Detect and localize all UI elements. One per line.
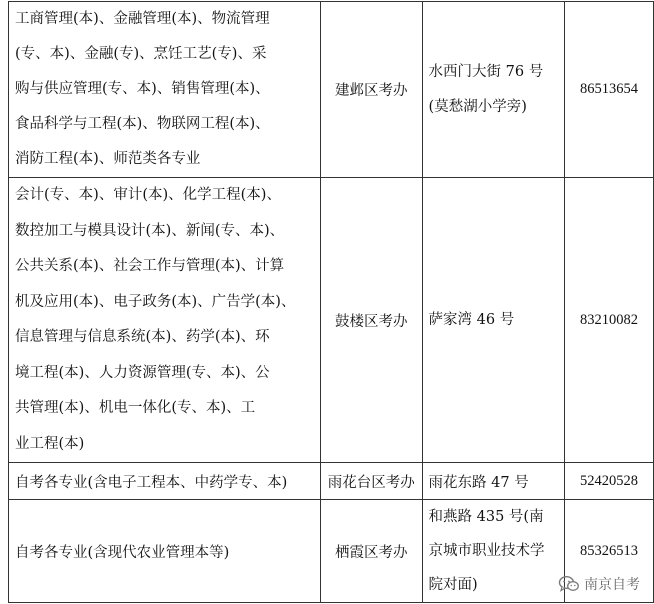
- table-row: [9, 2, 654, 178]
- majors-line: 食品科学与工程(本)、物联网工程(本)、: [15, 116, 270, 132]
- office-cell: 雨花台区考办: [320, 463, 422, 500]
- phone-cell: 83210082: [565, 178, 654, 463]
- majors-line: 自考各专业(含现代农业管理本等): [15, 544, 230, 561]
- address-line: (莫愁湖小学旁): [428, 98, 527, 115]
- table-row: [9, 463, 654, 500]
- majors-cell: [9, 178, 321, 463]
- phone-cell: 86513654: [565, 2, 654, 178]
- phone-cell: 52420528: [565, 463, 654, 500]
- address-line: 萨家湾 46 号: [428, 311, 515, 328]
- majors-line: 工商管理(本)、金融管理(本)、物流管理: [15, 11, 270, 27]
- majors-line: 自考各专业(含电子工程本、中药学专、本): [15, 474, 288, 491]
- majors-line: 购与供应管理(专、本)、销售管理(本)、: [15, 81, 270, 97]
- address-line: 和燕路 435 号(南: [428, 509, 544, 525]
- majors-cell: [9, 463, 321, 500]
- address-line: 雨花东路 47 号: [428, 474, 529, 491]
- office-cell: 栖霞区考办: [320, 500, 422, 603]
- office-cell: 建邺区考办: [320, 2, 422, 178]
- phone-cell: 85326513: [565, 500, 654, 603]
- majors-line: 业工程(本): [15, 435, 85, 452]
- address-line: 水西门大街 76 号: [428, 63, 544, 80]
- address-cell: [422, 500, 564, 603]
- majors-line: (专、本)、金融(专)、烹饪工艺(专)、采: [15, 46, 267, 62]
- address-cell: [422, 463, 564, 500]
- majors-line: 公共关系(本)、社会工作与管理(本)、计算: [15, 258, 285, 274]
- address-line: 京城市职业技术学: [428, 543, 545, 559]
- majors-cell: [9, 2, 321, 178]
- table-row: [9, 178, 654, 463]
- majors-line: 机及应用(本)、电子政务(本)、广告学(本)、: [15, 293, 296, 310]
- majors-line: 信息管理与信息系统(本)、药学(本)、环: [15, 329, 270, 345]
- address-cell: [422, 178, 564, 463]
- address-line: 院对面): [428, 577, 478, 593]
- majors-line: 境工程(本)、人力资源管理(专、本)、公: [15, 364, 270, 381]
- address-cell: [422, 2, 564, 178]
- watermark-text: 南京自考: [584, 577, 640, 593]
- watermark: [558, 574, 640, 594]
- table-row: [9, 500, 654, 603]
- wechat-icon: [558, 575, 580, 593]
- majors-line: 数控加工与模具设计(本)、新闻(专、本)、: [15, 222, 285, 239]
- exam-office-table: [8, 1, 654, 603]
- majors-line: 会计(专、本)、审计(本)、化学工程(本)、: [15, 187, 281, 203]
- office-cell: 鼓楼区考办: [320, 178, 422, 463]
- majors-line: 消防工程(本)、师范类各专业: [15, 151, 201, 167]
- majors-cell: [9, 500, 321, 603]
- majors-line: 共管理(本)、机电一体化(专、本)、工: [15, 400, 256, 416]
